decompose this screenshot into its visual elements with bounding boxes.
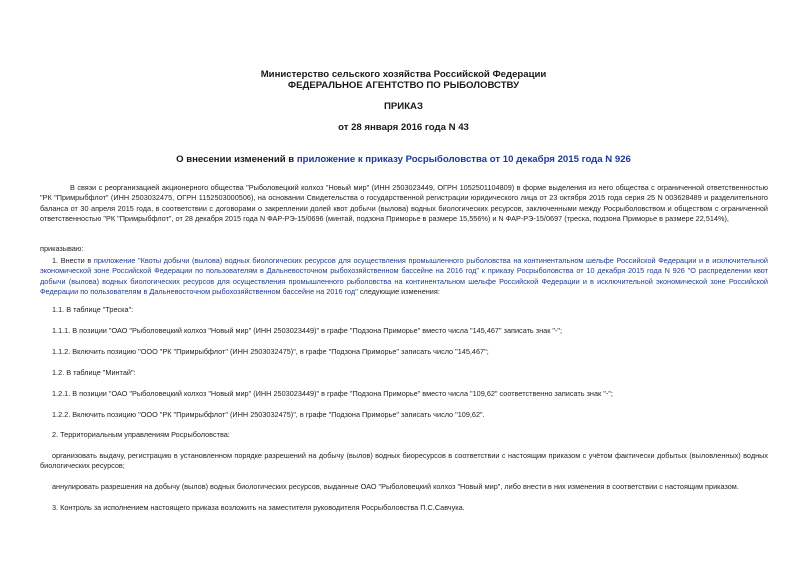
- item-3: 3. Контроль за исполнением настоящего приказа возложить на заместителя руководителя Росрыболовства П.С.Савчука.: [52, 503, 465, 512]
- doc-title-link[interactable]: приложение к приказу Росрыболовства от 10 декабря 2015 года N 926: [296, 154, 631, 165]
- item-1-prefix: 1. Внести в: [52, 256, 94, 265]
- item-1-2: 1.2. В таблице "Минтай":: [52, 368, 136, 377]
- item-1-1: 1.1. В таблице "Треска":: [52, 305, 134, 314]
- item-1-link[interactable]: приложение "Квоты добычи (вылова) водных биологических ресурсов для осуществления промышленного рыболовства на континентальном шельфе Российской Федерации и в исключительной экономической зоне Российской Федерации по пользователям в Дальневосточном рыбохозяйственном бассейне на 2016 год" к приказу Росрыболовства от 10 декабря 2015 года N 926 "О распределении квот добычи (вылова) водных биологических ресурсов для осуществления промышленного рыболовства на континентальном шельфе Российской Федерации и в исключительной экономической зоне Российской Федерации по пользователям в Дальневосточном рыбохозяйственном бассейне на 2016 год": [40, 256, 768, 297]
- order-word: приказываю:: [40, 244, 84, 253]
- date-number: от 28 января 2016 года N 43: [338, 122, 469, 133]
- intro-paragraph: В связи с реорганизацией акционерного общества "Рыболовецкий колхоз "Новый мир" (ИНН 2503023449, ОГРН 1052501104809) в форме выделения из него общества с ограниченной ответственностью "РК "Примрыбфлот" (ИНН 2503032475, ОГРН 1152503000506), на основании Свидетельства о государственной регистрации юридического лица от 23 октября 2015 года серия 25 N 003628489 и разделительного баланса от 30 апреля 2015 года, в соответствии с договорами о закреплении долей квот добычи (вылова) водных биологических ресурсов, заключенными между Росрыболовством и обществом с ограниченной ответственностью "РК "Примрыбфлот", от 28 декабря 2015 года N ФАР-РЭ-15/0696 (минтай, подзона Приморье в размере 15,556%) и N ФАР-РЭ-15/0697 (треска, подзона Приморье в размере 22,514%),: [40, 183, 768, 224]
- item-1-2-1: 1.2.1. В позиции "ОАО "Рыболовецкий колхоз "Новый мир" (ИНН 2503023449)" в графе "Подзона Приморье" вместо числа "109,62" соответственно записать знак "-";: [52, 389, 613, 398]
- item-1-1-1: 1.1.1. В позиции "ОАО "Рыболовецкий колхоз "Новый мир" (ИНН 2503023449)" в графе "Подзона Приморье" вместо числа "145,467" записать знак "-";: [52, 326, 563, 335]
- doc-title: [0, 154, 807, 165]
- item-1-suffix: следующие изменения:: [357, 287, 440, 297]
- item-2: 2. Территориальным управлениям Росрыболовства:: [52, 430, 230, 439]
- item-1-1-2: 1.1.2. Включить позицию "ООО "РК "Примрыбфлот" (ИНН 2503032475)", в графе "Подзона Приморье" записать число "145,467";: [52, 347, 489, 356]
- doc-type: ПРИКАЗ: [384, 101, 423, 112]
- item-2-b: аннулировать разрешения на добычу (вылов) водных биологических ресурсов, выданные ОАО "Рыболовецкий колхоз "Новый мир", либо внести в них изменения в соответствии с настоящим приказом.: [52, 482, 739, 491]
- item-2-a: организовать выдачу, регистрацию в установленном порядке разрешений на добычу (вылов) водных биоресурсов в соответствии с настоящим приказом с учётом фактически добытых (выловленных) водных биологических ресурсов;: [40, 451, 768, 471]
- doc-title-prefix: О внесении изменений в: [176, 154, 297, 165]
- ministry-title: Министерство сельского хозяйства Российской Федерации: [260, 69, 547, 80]
- agency-title: ФЕДЕРАЛЬНОЕ АГЕНТСТВО ПО РЫБОЛОВСТВУ: [287, 80, 520, 91]
- item-1: [40, 256, 768, 298]
- item-1-2-2: 1.2.2. Включить позицию "ООО "РК "Примрыбфлот" (ИНН 2503032475)", в графе "Подзона Приморье" записать число "109,62".: [52, 410, 485, 419]
